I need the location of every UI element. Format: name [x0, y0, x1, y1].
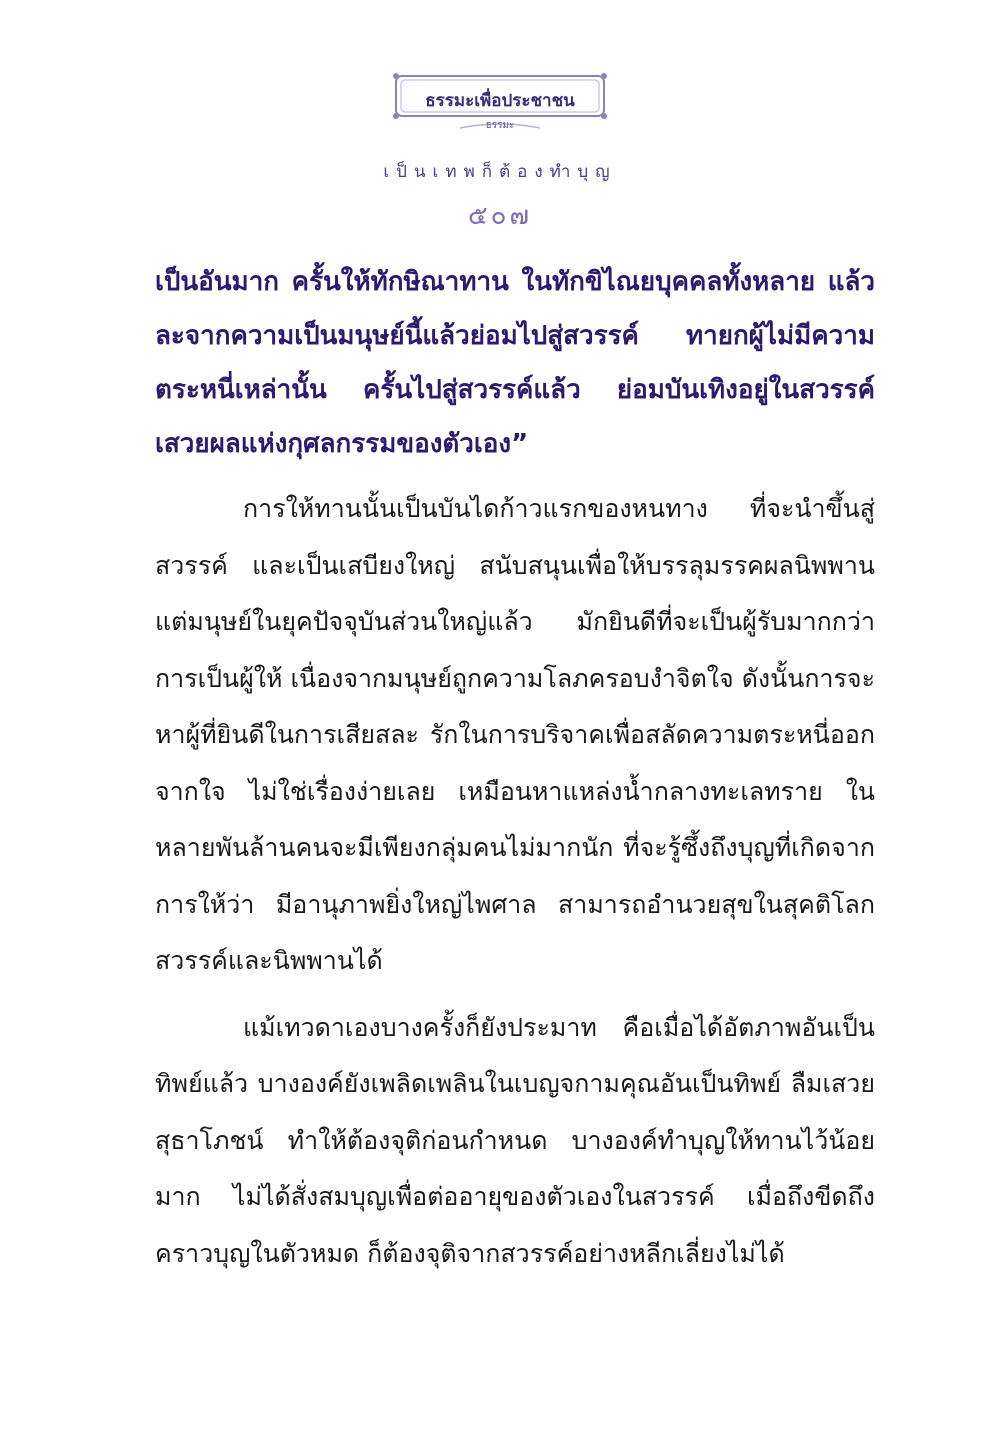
body-paragraph-2: แม้เทวดาเองบางครั้งก็ยังประมาท คือเมื่อได้อัตภาพอันเป็นทิพย์แล้ว บางองค์ยังเพลิดเพลินในเบญจกามคุณอันเป็นทิพย์ ลืมเสวยสุธาโภชน์ ทำให้ต้องจุติก่อนกำหนด บางองค์ทำบุญให้ทานไว้น้อยมาก ไม่ได้สั่งสมบุญเพื่อต่ออายุของตัวเองในสวรรค์ เมื่อถึงขีดถึงคราวบุญในตัวหมด ก็ต้องจุติจากสวรรค์อย่างหลีกเลี่ยงไม่ได้ — [155, 1012, 875, 1268]
running-title: เป็นเทพก็ต้องทำบุญ — [383, 162, 617, 182]
page-number: ๕๐๗ — [467, 201, 533, 231]
page-header — [0, 70, 1000, 236]
book-series-logo — [390, 70, 610, 152]
body-paragraph-1: การให้ทานนั้นเป็นบันไดก้าวแรกของหนทาง ที่จะนำขึ้นสู่สวรรค์ และเป็นเสบียงใหญ่ สนับสนุนเพื่อให้บรรลุมรรคผลนิพพาน แต่มนุษย์ในยุคปัจจุบันส่วนใหญ่แล้ว มักยินดีที่จะเป็นผู้รับมากกว่าการเป็นผู้ให้ เนื่องจากมนุษย์ถูกความโลภครอบงำจิตใจ ดังนั้นการจะหาผู้ที่ยินดีในการเสียสละ รักในการบริจาคเพื่อสลัดความตระหนี่ออกจากใจ ไม่ใช่เรื่องง่ายเลย เหมือนหาแหล่งน้ำกลางทะเลทราย ในหลายพันล้านคนจะมีเพียงกลุ่มคนไม่มากนัก ที่จะรู้ซึ้งถึงบุญที่เกิดจากการให้ว่า มีอานุภาพยิ่งใหญ่ไพศาล สามารถอำนวยสุขในสุคติโลกสวรรค์และนิพพานได้ — [155, 494, 875, 975]
quote-passage: เป็นอันมาก ครั้นให้ทักษิณาทาน ในทักขิไณยบุคคลทั้งหลาย แล้ว ละจากความเป็นมนุษย์นี้แล้วย่อมไปสู่สวรรค์ ทายกผู้ไม่มีความตระหนี่เหล่านั้น ครั้นไปสู่สวรรค์แล้ว ย่อมบันเทิงอยู่ในสวรรค์เสวยผลแห่งกุศลกรรมของตัวเอง” — [155, 267, 875, 459]
logo-subtitle: ธรรมะ — [485, 120, 515, 131]
logo-title: ธรรมะเพื่อประชาชน — [425, 91, 575, 111]
page-body — [155, 255, 875, 1292]
